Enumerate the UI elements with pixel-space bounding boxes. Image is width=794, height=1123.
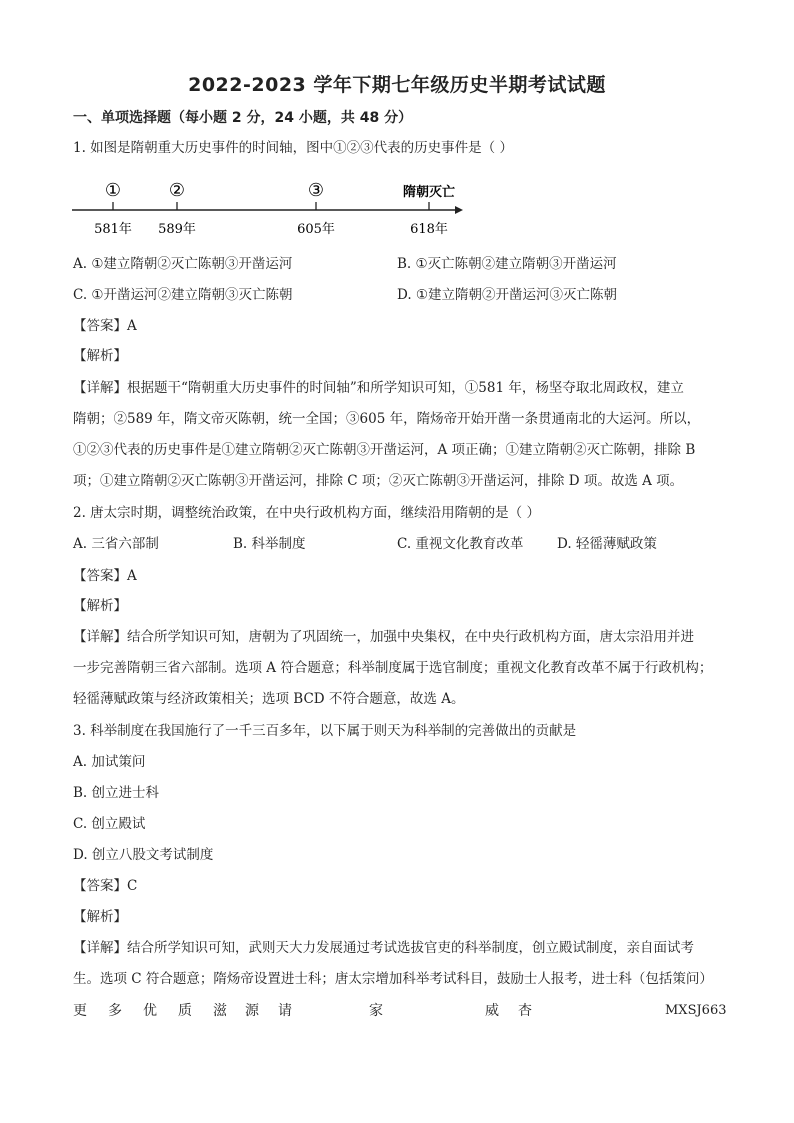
timeline-marker-1: ①	[104, 180, 122, 201]
question-2-stem: 2. 唐太宗时期，调整统治政策，在中央行政机构方面，继续沿用隋朝的是（ ）	[73, 505, 540, 521]
timeline-marker-3: ③	[307, 180, 325, 201]
question-2-option-a: A. 三省六部制	[73, 536, 159, 552]
timeline-year-581: 581年	[94, 222, 132, 237]
question-1-option-a: A. ①建立隋朝②灭亡陈朝③开凿运河	[73, 256, 293, 272]
question-2-detail-line: 轻徭薄赋政策与经济政策相关；选项 BCD 不符合题意，故选 A。	[73, 691, 465, 707]
footer-word: 质	[178, 1003, 192, 1019]
question-3-answer: 【答案】C	[73, 878, 138, 894]
question-3-analysis-label: 【解析】	[73, 909, 127, 925]
footer-word: 家	[369, 1003, 383, 1019]
timeline-marker-2: ②	[168, 180, 186, 201]
question-1-stem: 1. 如图是隋朝重大历史事件的时间轴，图中①②③代表的历史事件是（ ）	[73, 140, 513, 156]
question-2-analysis-label: 【解析】	[73, 598, 127, 614]
footer-word: 请	[278, 1003, 292, 1019]
footer-word: 更	[73, 1003, 87, 1019]
footer-word: 滋	[213, 1003, 227, 1019]
question-1-option-d: D. ①建立隋朝②开凿运河③灭亡陈朝	[397, 287, 618, 303]
timeline-year-618: 618年	[410, 222, 448, 237]
question-3-detail-line: 【详解】结合所学知识可知，武则天大力发展通过考试选拔官吏的科举制度，创立殿试制度，亲自面试考	[73, 940, 694, 956]
footer-word: 源	[245, 1003, 259, 1019]
footer-code: MXSJ663	[665, 1003, 727, 1018]
footer-word: 威	[485, 1003, 499, 1019]
timeline-marker-sui-end: 隋朝灭亡	[402, 185, 456, 200]
timeline-year-605: 605年	[297, 222, 335, 237]
footer-word: 杏	[518, 1003, 532, 1019]
question-3-option-b: B. 创立进士科	[73, 785, 160, 801]
page-title: 2022-2023 学年下期七年级历史半期考试试题	[188, 74, 606, 96]
question-3-option-d: D. 创立八股文考试制度	[73, 847, 214, 863]
question-2-option-b: B. 科举制度	[233, 536, 306, 552]
section-heading: 一、单项选择题（每小题 2 分，24 小题，共 48 分）	[73, 110, 413, 126]
question-1-analysis-label: 【解析】	[73, 348, 127, 364]
timeline-diagram	[70, 174, 470, 244]
question-3-option-a: A. 加试策问	[73, 754, 146, 770]
question-3-option-c: C. 创立殿试	[73, 816, 146, 832]
question-1-option-b: B. ①灭亡陈朝②建立隋朝③开凿运河	[397, 256, 617, 272]
question-2-answer: 【答案】A	[73, 568, 137, 584]
timeline-year-589: 589年	[158, 222, 196, 237]
question-1-detail-line: ①②③代表的历史事件是①建立隋朝②灭亡陈朝③开凿运河，A 项正确；①建立隋朝②灭亡陈朝，排除 B	[73, 442, 696, 458]
question-3-detail-line: 生。选项 C 符合题意；隋炀帝设置进士科；唐太宗增加科举考试科目，鼓励士人报考，进士科（包括策问）	[73, 971, 713, 987]
question-2-detail-line: 一步完善隋朝三省六部制。选项 A 符合题意；科举制度属于选官制度；重视文化教育改革不属于行政机构；	[73, 660, 713, 676]
question-2-option-d: D. 轻徭薄赋政策	[557, 536, 657, 552]
question-1-detail-line: 项；①建立隋朝②灭亡陈朝③开凿运河，排除 C 项；②灭亡陈朝③开凿运河，排除 D 项。故选 A 项。	[73, 473, 684, 489]
question-2-option-c: C. 重视文化教育改革	[397, 536, 524, 552]
question-1-option-c: C. ①开凿运河②建立隋朝③灭亡陈朝	[73, 287, 293, 303]
question-1-detail-line: 隋朝；②589 年，隋文帝灭陈朝，统一全国；③605 年，隋炀帝开始开凿一条贯通南北的大运河。所以，	[73, 411, 701, 427]
question-1-detail-line: 【详解】根据题干“隋朝重大历史事件的时间轴”和所学知识可知，①581 年，杨坚夺取北周政权，建立	[73, 380, 684, 396]
timeline-arrow-head	[455, 206, 463, 214]
footer-word: 多	[108, 1003, 122, 1019]
question-2-detail-line: 【详解】结合所学知识可知，唐朝为了巩固统一，加强中央集权，在中央行政机构方面，唐太宗沿用并进	[73, 629, 694, 645]
question-1-answer: 【答案】A	[73, 318, 137, 334]
footer-word: 优	[143, 1003, 157, 1019]
question-3-stem: 3. 科举制度在我国施行了一千三百多年，以下属于则天为科举制的完善做出的贡献是	[73, 723, 577, 739]
